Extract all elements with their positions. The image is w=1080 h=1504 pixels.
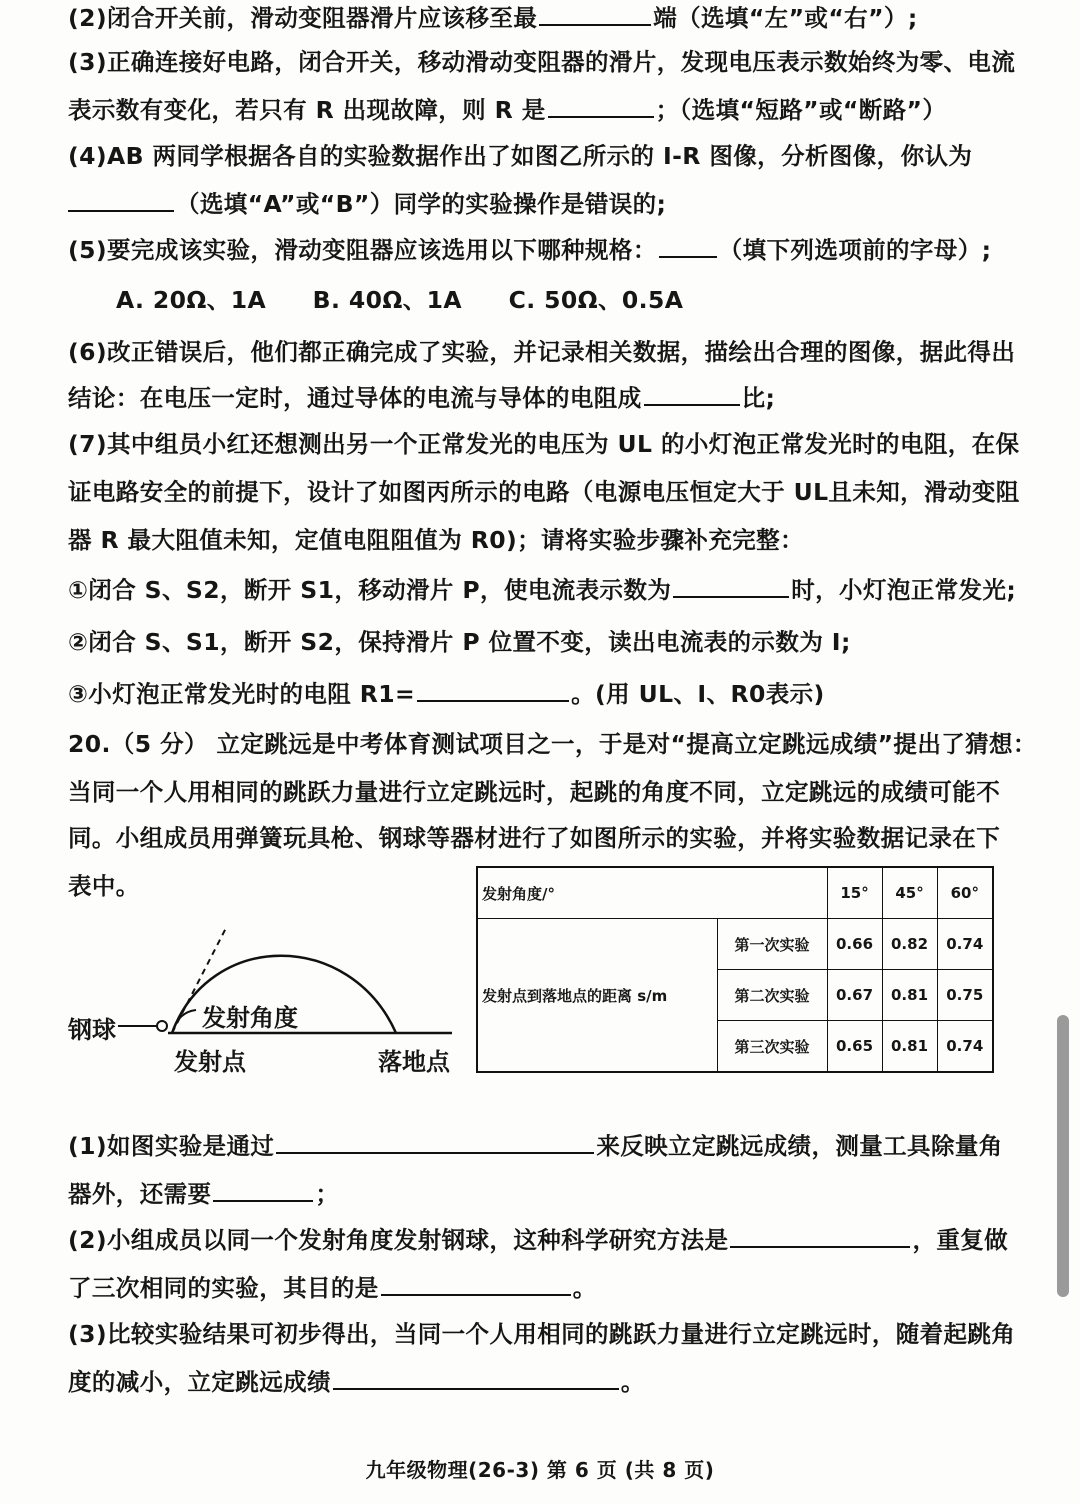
sub-question-3-line-2: 度的减小，立定跳远成绩 。 — [68, 1368, 645, 1396]
step-2: ②闭合 S、S1，断开 S2，保持滑片 P 位置不变，读出电流表的示数为 I; — [68, 628, 851, 656]
table-cell: 0.75 — [937, 970, 993, 1021]
trial-label: 第一次实验 — [717, 919, 827, 970]
distance-header: 发射点到落地点的距离 s/m — [477, 919, 717, 1073]
question-5: (5)要完成该实验，滑动变阻器应该选用以下哪种规格： （填下列选项前的字母）; — [68, 236, 992, 264]
sub-question-1-line-1: (1)如图实验是通过 来反映立定跳远成绩，测量工具除量角 — [68, 1132, 1003, 1160]
answer-blank — [539, 2, 651, 26]
table-cell: 0.67 — [827, 970, 882, 1021]
answer-blank — [333, 1366, 619, 1390]
launch-point-label: 发射点 — [174, 1048, 246, 1076]
option-b: B. 40Ω、1A — [312, 286, 462, 314]
angle-header: 发射角度/° — [477, 867, 827, 919]
step-3: ③小灯泡正常发光时的电阻 R1= 。(用 UL、I、R0表示) — [68, 680, 825, 708]
question-7-line-3: 器 R 最大阻值未知，定值电阻阻值为 R0)；请将实验步骤补充完整： — [68, 526, 804, 554]
question-6-line-1: (6)改正错误后，他们都正确完成了实验，并记录相关数据，描绘出合理的图像，据此得出 — [68, 338, 1016, 366]
option-c: C. 50Ω、0.5A — [508, 286, 684, 314]
answer-blank — [730, 1224, 910, 1248]
answer-blank — [381, 1272, 571, 1296]
sub-question-2-line-1: (2)小组成员以同一个发射角度发射钢球，这种科学研究方法是 ，重复做 — [68, 1226, 1009, 1254]
ball-icon — [157, 1021, 167, 1031]
table-cell: 0.74 — [937, 919, 993, 970]
table-row — [477, 919, 993, 970]
question-20-line-1: 20.（5 分） 立定跳远是中考体育测试项目之一，于是对“提高立定跳远成绩”提出了猜想： — [68, 730, 1037, 758]
sub-question-3-line-1: (3)比较实验结果可初步得出，当同一个人用相同的跳跃力量进行立定跳远时，随着起跳角 — [68, 1320, 1016, 1348]
angle-label: 发射角度 — [202, 1004, 298, 1032]
sub-question-2-line-2: 了三次相同的实验，其目的是 。 — [68, 1274, 597, 1302]
question-4-line-2: （选填“A”或“B”）同学的实验操作是错误的; — [68, 188, 994, 220]
table-header-row — [477, 867, 993, 919]
question-7-line-2: 证电路安全的前提下，设计了如图丙所示的电路（电源电压恒定大于 UL且未知，滑动变阻 — [68, 478, 1020, 506]
answer-blank — [276, 1130, 594, 1154]
scrollbar-thumb[interactable] — [1057, 1015, 1069, 1297]
table-cell: 0.66 — [827, 919, 882, 970]
table-cell: 0.65 — [827, 1021, 882, 1073]
answer-blank — [659, 234, 717, 258]
answer-blank — [673, 574, 789, 598]
question-2: (2)闭合开关前，滑动变阻器滑片应该移至最 端（选填“左”或“右”）; — [68, 4, 918, 32]
answer-blank — [213, 1178, 313, 1202]
sub-question-1-line-2: 器外，还需要 ； — [68, 1180, 340, 1208]
question-20-line-3: 同。小组成员用弹簧玩具枪、钢球等器材进行了如图所示的实验，并将实验数据记录在下 — [68, 824, 1001, 852]
answer-blank — [68, 188, 174, 212]
question-4-line-1: (4)AB 两同学根据各自的实验数据作出了如图乙所示的 I-R 图像，分析图像，你认为 — [68, 142, 973, 170]
question-3-line-2: 表示数有变化，若只有 R 出现故障，则 R 是 ；（选填“短路”或“断路”） — [68, 96, 947, 124]
question-3-line-1: (3)正确连接好电路，闭合开关，移动滑动变阻器的滑片，发现电压表示数始终为零、电流 — [68, 48, 1016, 76]
trial-label: 第三次实验 — [717, 1021, 827, 1073]
question-6-line-2: 结论：在电压一定时，通过导体的电流与导体的电阻成 比; — [68, 384, 776, 412]
data-table — [476, 866, 994, 1073]
question-20-line-4: 表中。 — [68, 872, 140, 900]
angle-60: 60° — [937, 867, 993, 919]
projectile-diagram — [60, 920, 470, 1100]
page-footer: 九年级物理(26-3) 第 6 页 (共 8 页) — [365, 1458, 715, 1482]
question-7-line-1: (7)其中组员小红还想测出另一个正常发光的电压为 UL 的小灯泡正常发光时的电阻，在保 — [68, 430, 1020, 458]
question-5-options — [116, 284, 994, 316]
table-cell: 0.74 — [937, 1021, 993, 1073]
table-cell: 0.81 — [882, 970, 937, 1021]
question-20-line-2: 当同一个人用相同的跳跃力量进行立定跳远时，起跳的角度不同，立定跳远的成绩可能不 — [68, 778, 1001, 806]
ball-label: 钢球 — [68, 1016, 116, 1044]
table-cell: 0.82 — [882, 919, 937, 970]
answer-blank — [417, 678, 569, 702]
answer-blank — [548, 94, 654, 118]
angle-45: 45° — [882, 867, 937, 919]
landing-point-label: 落地点 — [378, 1048, 450, 1076]
angle-15: 15° — [827, 867, 882, 919]
table-cell: 0.81 — [882, 1021, 937, 1073]
trial-label: 第二次实验 — [717, 970, 827, 1021]
option-a: A. 20Ω、1A — [116, 286, 267, 314]
answer-blank — [644, 382, 740, 406]
step-1: ①闭合 S、S2，断开 S1，移动滑片 P，使电流表示数为 时，小灯泡正常发光; — [68, 576, 1017, 604]
